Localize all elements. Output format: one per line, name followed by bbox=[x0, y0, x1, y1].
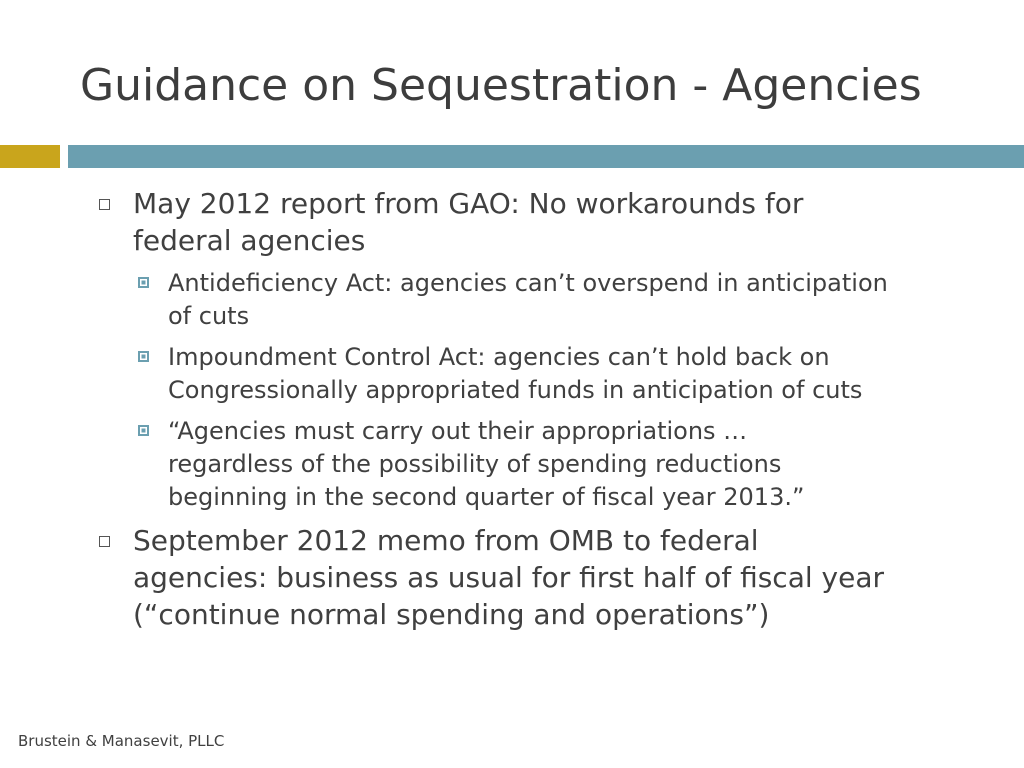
accent-bar-gold bbox=[0, 145, 60, 168]
footer-credit: Brustein & Manasevit, PLLC bbox=[18, 732, 225, 750]
filled-square-bullet-icon bbox=[138, 351, 149, 362]
hollow-square-bullet-icon bbox=[99, 536, 110, 547]
bullet-text: September 2012 memo from OMB to federal agencies: business as usual for first half of fiscal year (“continue normal spending and operations”) bbox=[133, 524, 884, 631]
sub-bullet-text: Impoundment Control Act: agencies can’t hold back on Congressionally appropriated funds in anticipation of cuts bbox=[168, 343, 863, 404]
sub-bullet-list bbox=[133, 267, 993, 514]
bullet-text: May 2012 report from GAO: No workarounds for federal agencies bbox=[133, 187, 804, 257]
slide-title: Guidance on Sequestration - Agencies bbox=[80, 60, 922, 111]
accent-bar-teal bbox=[68, 145, 1024, 168]
bullet-item bbox=[133, 522, 993, 633]
filled-square-bullet-icon bbox=[138, 277, 149, 288]
hollow-square-bullet-icon bbox=[99, 199, 110, 210]
filled-square-bullet-icon bbox=[138, 425, 149, 436]
sub-bullet-text: Antideficiency Act: agencies can’t overspend in anticipation of cuts bbox=[168, 269, 888, 330]
bullet-list bbox=[0, 185, 1024, 633]
bullet-item bbox=[133, 185, 993, 514]
sub-bullet-item bbox=[168, 267, 993, 333]
sub-bullet-item bbox=[168, 341, 993, 407]
sub-bullet-item bbox=[168, 415, 993, 514]
sub-bullet-text: “Agencies must carry out their appropriations … regardless of the possibility of spending reductions beginning in the second quarter of fiscal year 2013.” bbox=[168, 417, 805, 511]
